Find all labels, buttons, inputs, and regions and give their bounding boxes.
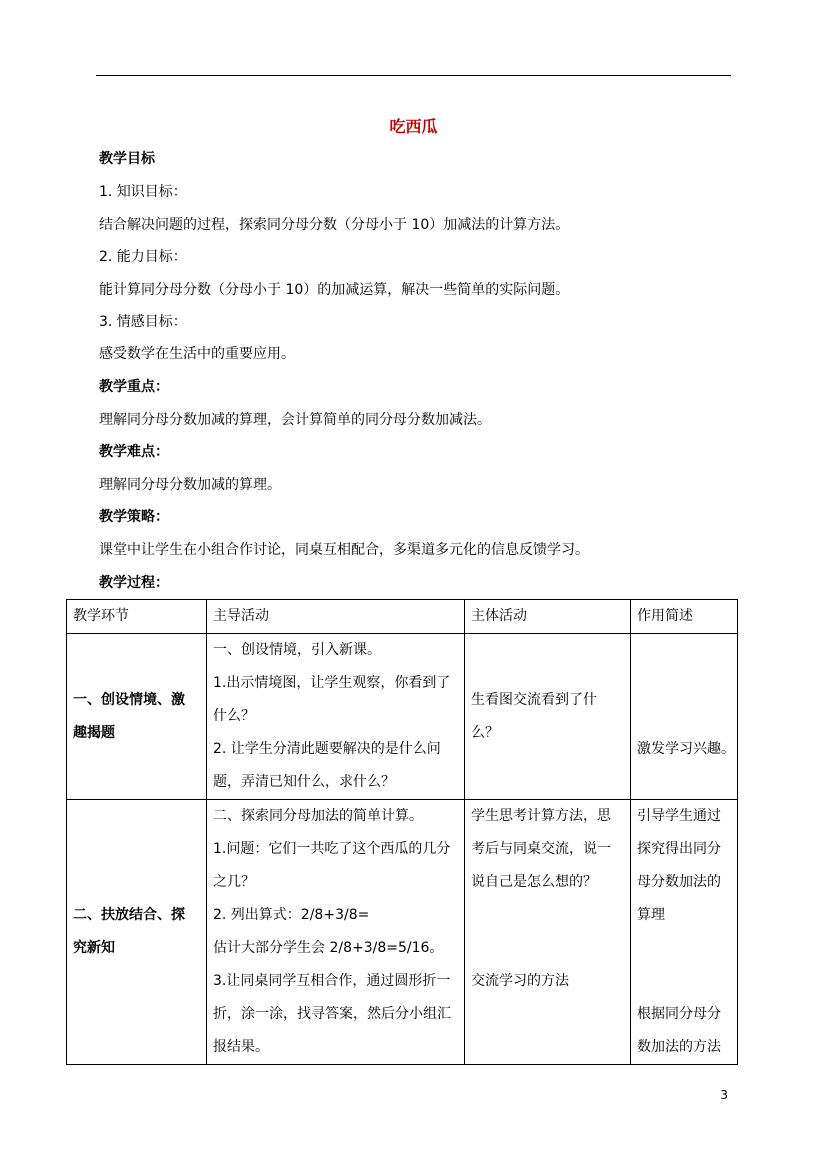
stage-line: 一、创设情境、激 [73, 691, 185, 708]
key-point-heading: 教学重点： [99, 379, 169, 395]
main-cell [465, 800, 631, 1065]
header-main: 主体活动 [465, 600, 631, 634]
note-line: 数加法的方法 [637, 1039, 721, 1055]
note-line: 算理 [637, 907, 665, 923]
note-line: 探究得出同分 [637, 841, 721, 857]
main-line: 交流学习的方法 [471, 973, 569, 989]
main-line: 考后与同桌交流，说一 [471, 841, 611, 857]
lead-cell [207, 634, 465, 800]
note-line: 根据同分母分 [637, 1006, 721, 1022]
lead-line: 2. 列出算式：2/8+3/8= [213, 907, 370, 923]
main-cell [465, 634, 631, 800]
strategy-heading: 教学策略： [99, 509, 169, 525]
note-line: 引导学生通过 [637, 808, 721, 824]
lead-line: 2. 让学生分清此题要解决的是什么问 [213, 741, 441, 757]
objectives-heading: 教学目标 [99, 151, 155, 167]
objective-label-1: 1. 知识目标： [99, 184, 187, 200]
main-line [471, 899, 624, 932]
lead-line: 一、创设情境，引入新课。 [213, 642, 381, 658]
objective-text-3: 感受数学在生活中的重要应用。 [99, 346, 295, 362]
lead-line: 1.出示情境图，让学生观察，你看到了 [213, 675, 451, 691]
main-line: 学生思考计算方法，思 [471, 808, 611, 824]
note-line [637, 965, 731, 998]
lead-line: 1.问题：它们一共吃了这个西瓜的几分 [213, 841, 451, 857]
table-row [67, 800, 738, 1065]
note-line [637, 932, 731, 965]
objective-text-1: 结合解决问题的过程，探索同分母分数（分母小于 10）加减法的计算方法。 [99, 217, 570, 233]
lead-line: 二、探索同分母加法的简单计算。 [213, 808, 423, 824]
stage-cell [67, 800, 207, 1065]
note-line: 激发学习兴趣。 [637, 741, 735, 757]
objective-text-2: 能计算同分母分数（分母小于 10）的加减运算，解决一些简单的实际问题。 [99, 282, 570, 298]
page-number: 3 [720, 1088, 728, 1102]
process-table [66, 599, 738, 1065]
header-rule [96, 75, 731, 76]
stage-cell [67, 634, 207, 800]
objective-label-3: 3. 情感目标： [99, 314, 187, 330]
main-line: 说自己是怎么想的？ [471, 874, 597, 890]
lead-line: 折，涂一涂，找寻答案，然后分小组汇 [213, 1006, 451, 1022]
note-cell [631, 634, 738, 800]
strategy-text: 课堂中让学生在小组合作讨论，同桌互相配合，多渠道多元化的信息反馈学习。 [99, 542, 589, 558]
table-row [67, 634, 738, 800]
main-line: 么？ [471, 724, 499, 741]
lead-line: 报结果。 [213, 1039, 269, 1055]
lead-line: 题，弄清已知什么，求什么？ [213, 774, 395, 790]
stage-line: 究新知 [73, 940, 115, 956]
note-line: 母分数加法的 [637, 874, 721, 890]
objective-label-2: 2. 能力目标： [99, 249, 187, 265]
page-title: 吃西瓜 [389, 117, 438, 136]
header-stage: 教学环节 [67, 600, 207, 634]
process-heading: 教学过程： [99, 575, 169, 591]
lead-line: 之几？ [213, 874, 255, 890]
lead-line: 估计大部分学生会 2/8+3/8=5/16。 [213, 940, 444, 956]
stage-line: 趣揭题 [73, 724, 115, 741]
lead-line: 3.让同桌同学互相合作，通过圆形折一 [213, 973, 451, 989]
main-line: 生看图交流看到了什 [471, 691, 597, 708]
stage-line: 二、扶放结合、探 [73, 907, 185, 923]
lead-cell [207, 800, 465, 1065]
difficulty-heading: 教学难点： [99, 444, 169, 460]
note-cell [631, 800, 738, 1065]
lead-line: 什么？ [213, 708, 255, 724]
table-header-row [67, 600, 738, 634]
difficulty-text: 理解同分母分数加减的算理。 [99, 477, 281, 493]
header-lead: 主导活动 [207, 600, 465, 634]
key-point-text: 理解同分母分数加减的算理，会计算简单的同分母分数加减法。 [99, 412, 491, 428]
header-note: 作用简述 [631, 600, 738, 634]
main-line [471, 932, 624, 965]
